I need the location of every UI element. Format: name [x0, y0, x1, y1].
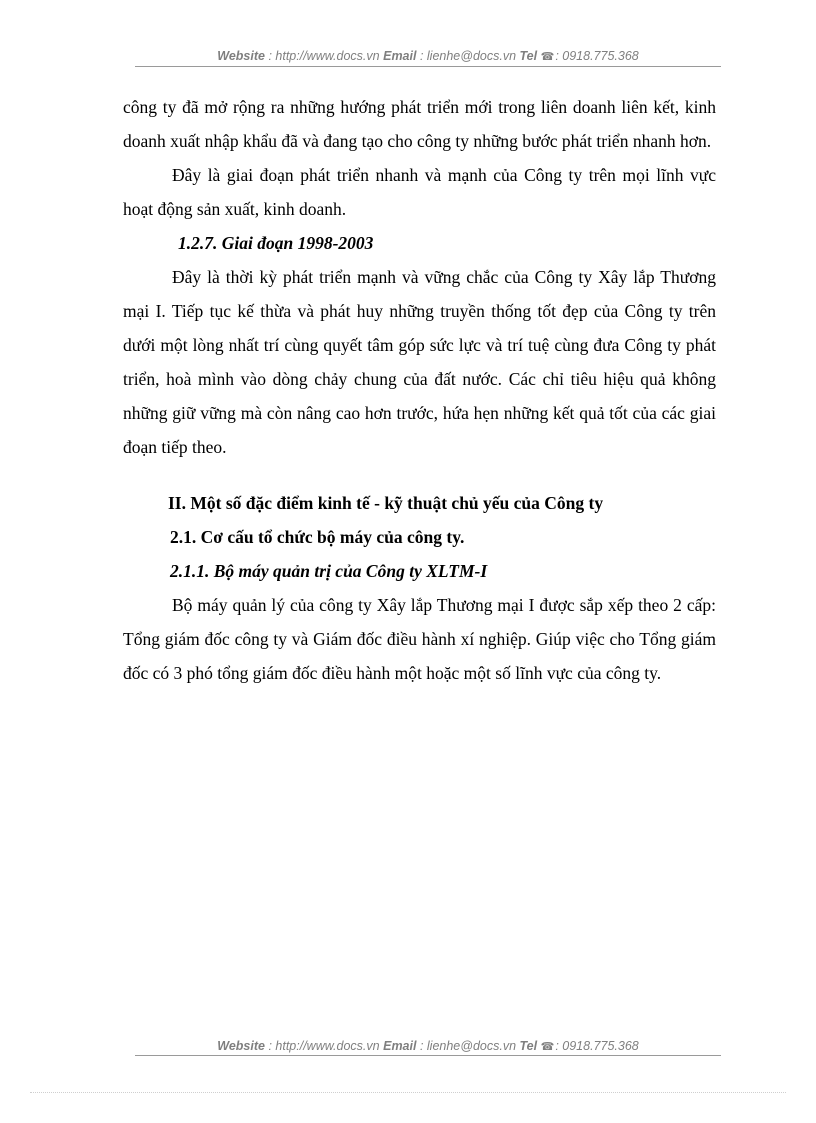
heading-2-1: 2.1. Cơ cấu tổ chức bộ máy của công ty.	[170, 527, 465, 547]
header-website-label: Website	[217, 49, 265, 63]
footer-email-value: : lienhe@docs.vn	[419, 1039, 517, 1053]
paragraph-1: công ty đã mở rộng ra những hướng phát triển mới trong liên doanh liên kết, kinh doanh xuất nhập khẩu đã và đang tạo cho công ty những bước phát triển nhanh hơn.	[123, 97, 716, 151]
footer-website-value: : http://www.docs.vn	[268, 1039, 380, 1053]
telephone-icon: ☎	[540, 51, 555, 63]
page-bottom-dotted-line	[30, 1092, 786, 1093]
heading-1-2-7: 1.2.7. Giai đoạn 1998-2003	[178, 233, 374, 253]
footer-tel-value: : 0918.775.368	[555, 1039, 639, 1053]
footer-email-label: Email	[383, 1039, 417, 1053]
page-header	[135, 48, 721, 65]
header-tel-value: : 0918.775.368	[555, 49, 639, 63]
telephone-icon: ☎	[540, 1041, 555, 1053]
footer-rule	[135, 1055, 721, 1056]
paragraph-3: Đây là thời kỳ phát triển mạnh và vững chắc của Công ty Xây lắp Thương mại I. Tiếp tục kế thừa và phát huy những truyền thống tốt đẹp của Công ty trên dưới một lòng nhất trí cùng quyết tâm góp sức lực và trí tuệ cùng đưa Công ty phát triển, hoà mình vào dòng chảy chung của đất nước. Các chỉ tiêu hiệu quả không những giữ vững mà còn nâng cao hơn trước, hứa hẹn những kết quả tốt của các giai đoạn tiếp theo.	[123, 267, 716, 457]
heading-2-1-1: 2.1.1. Bộ máy quản trị của Công ty XLTM-I	[170, 561, 488, 581]
document-body	[123, 90, 716, 690]
paragraph-4: Bộ máy quản lý của công ty Xây lắp Thương mại I được sắp xếp theo 2 cấp: Tổng giám đốc công ty và Giám đốc điều hành xí nghiệp. Giúp việc cho Tổng giám đốc có 3 phó tổng giám đốc điều hành một hoặc một số lĩnh vực của công ty.	[123, 595, 716, 683]
header-email-value: : lienhe@docs.vn	[419, 49, 517, 63]
header-email-label: Email	[383, 49, 417, 63]
header-rule	[135, 66, 721, 67]
header-tel-label: Tel	[519, 49, 538, 63]
header-website-value: : http://www.docs.vn	[268, 49, 380, 63]
footer-tel-label: Tel	[519, 1039, 538, 1053]
footer-website-label: Website	[217, 1039, 265, 1053]
spacer	[123, 464, 716, 486]
heading-section-II: II. Một số đặc điểm kinh tế - kỹ thuật chủ yếu của Công ty	[168, 493, 604, 513]
page-footer	[135, 1038, 721, 1055]
paragraph-2: Đây là giai đoạn phát triển nhanh và mạnh của Công ty trên mọi lĩnh vực hoạt động sản xuất, kinh doanh.	[123, 165, 716, 219]
